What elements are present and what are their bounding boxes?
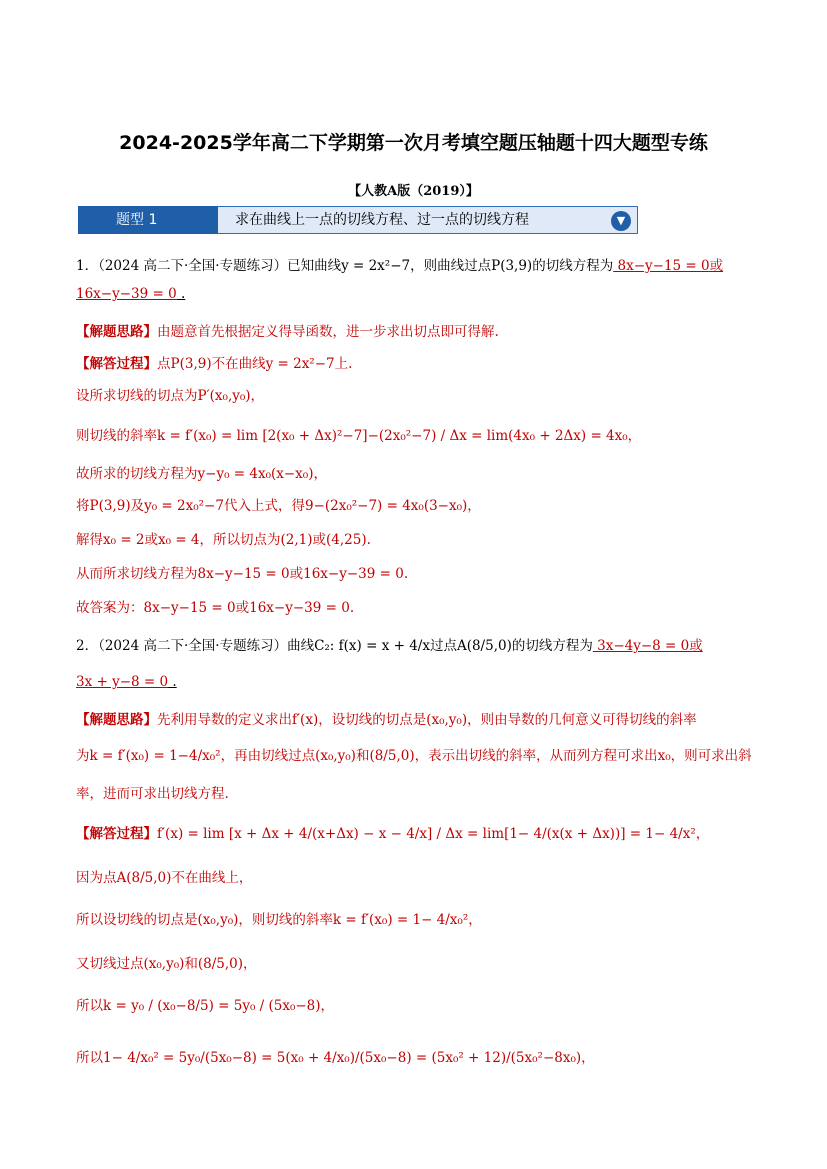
problem1-step: 故所求的切线方程为y−y₀ = 4x₀(x−x₀)， <box>76 466 327 482</box>
problem2-question-line2 <box>76 674 177 690</box>
problem1-step: 设所求切线的切点为P′(x₀,y₀)， <box>76 388 265 404</box>
problem1-step: 从而所求切线方程为8x−y−15 = 0或16x−y−39 = 0. <box>76 566 409 582</box>
problem1-step: 解得x₀ = 2或x₀ = 4，所以切点为(2,1)或(4,25). <box>76 532 371 548</box>
problem1-answer-part2: 16x−y−39 = 0 <box>76 286 177 302</box>
problem2-process <box>76 822 709 842</box>
banner-divider <box>200 206 218 234</box>
problem1-answer-part1: 8x−y−15 = 0或 <box>613 258 724 274</box>
problem2-step: 所以k = y₀ / (x₀−8/5) = 5y₀ / (5x₀−8)， <box>76 998 335 1014</box>
problem2-step: 因为点A(8/5,0)不在曲线上， <box>76 870 253 886</box>
banner-topic <box>198 206 638 234</box>
problem1-idea <box>76 320 499 340</box>
banner-label: 题型 1 <box>78 206 218 234</box>
problem1-step: 故答案为：8x−y−15 = 0或16x−y−39 = 0. <box>76 600 355 616</box>
page-subtitle: 【人教A版（2019）】 <box>348 184 479 199</box>
problem2-step: 所以设切线的切点是(x₀,y₀)，则切线的斜率k = f′(x₀) = 1− 4/x₀²， <box>76 912 482 928</box>
problem2-idea <box>76 708 697 728</box>
problem2-step: 所以1− 4/x₀² = 5y₀/(5x₀−8) = 5(x₀ + 4/x₀)/(5x₀−8) = (5x₀² + 12)/(5x₀²−8x₀)， <box>76 1050 595 1066</box>
problem2-question <box>76 634 703 654</box>
banner-topic-text: 求在曲线上一点的切线方程、过一点的切线方程 <box>235 212 529 228</box>
problem2-idea-line: 率，进而可求出切线方程. <box>76 786 229 802</box>
problem2-idea-line: 为k = f′(x₀) = 1−4/x₀²，再由切线过点(x₀,y₀)和(8/5,0)，表示出切线的斜率，从而列方程可求出x₀，则可求出斜 <box>76 748 752 764</box>
problem1-idea-tag: 【解题思路】 <box>76 324 157 340</box>
section-banner <box>78 206 640 236</box>
problem2-step: 又切线过点(x₀,y₀)和(8/5,0)， <box>76 956 257 972</box>
problem1-process <box>76 352 352 372</box>
problem1-question-text: 1．（2024 高二下·全国·专题练习）已知曲线y = 2x²−7，则曲线过点P(3,9)的切线方程为 <box>76 258 614 274</box>
problem2-idea-tag: 【解题思路】 <box>76 712 157 728</box>
problem1-idea-text: 由题意首先根据定义得导函数，进一步求出切点即可得解. <box>157 324 499 340</box>
page-title: 2024-2025学年高二下学期第一次月考填空题压轴题十四大题型专练 <box>119 132 708 154</box>
problem2-answer-part1: 3x−4y−8 = 0或 <box>592 638 703 654</box>
problem1-process-first: 点P(3,9)不在曲线y = 2x²−7上. <box>157 356 353 372</box>
problem1-question <box>76 254 723 274</box>
problem1-answer-end: . <box>176 286 186 302</box>
problem2-question-text: 2．（2024 高二下·全国·专题练习）曲线C₂: f(x) = x + 4/x过点A(8/5,0)的切线方程为 <box>76 638 593 654</box>
problem1-step: 将P(3,9)及y₀ = 2x₀²−7代入上式，得9−(2x₀²−7) = 4x₀(3−x₀)， <box>76 498 481 514</box>
problem2-process-tag: 【解答过程】 <box>76 826 157 842</box>
problem2-answer-end: . <box>168 674 177 690</box>
problem1-step: 则切线的斜率k = f′(x₀) = lim [2(x₀ + Δx)²−7]−(2x₀²−7) / Δx = lim(4x₀ + 2Δx) = 4x₀， <box>76 428 642 444</box>
problem1-question-line2 <box>76 286 185 302</box>
problem2-process-first: f′(x) = lim [x + Δx + 4/(x+Δx) − x − 4/x] / Δx = lim[1− 4/(x(x + Δx))] = 1− 4/x²， <box>157 826 710 842</box>
problem2-answer-part2: 3x + y−8 = 0 <box>76 674 169 690</box>
problem2-idea-text: 先利用导数的定义求出f′(x)，设切线的切点是(x₀,y₀)，则由导数的几何意义可得切线的斜率 <box>157 712 697 728</box>
problem1-process-tag: 【解答过程】 <box>76 356 157 372</box>
chevron-down-icon[interactable]: ▼ <box>611 211 631 231</box>
